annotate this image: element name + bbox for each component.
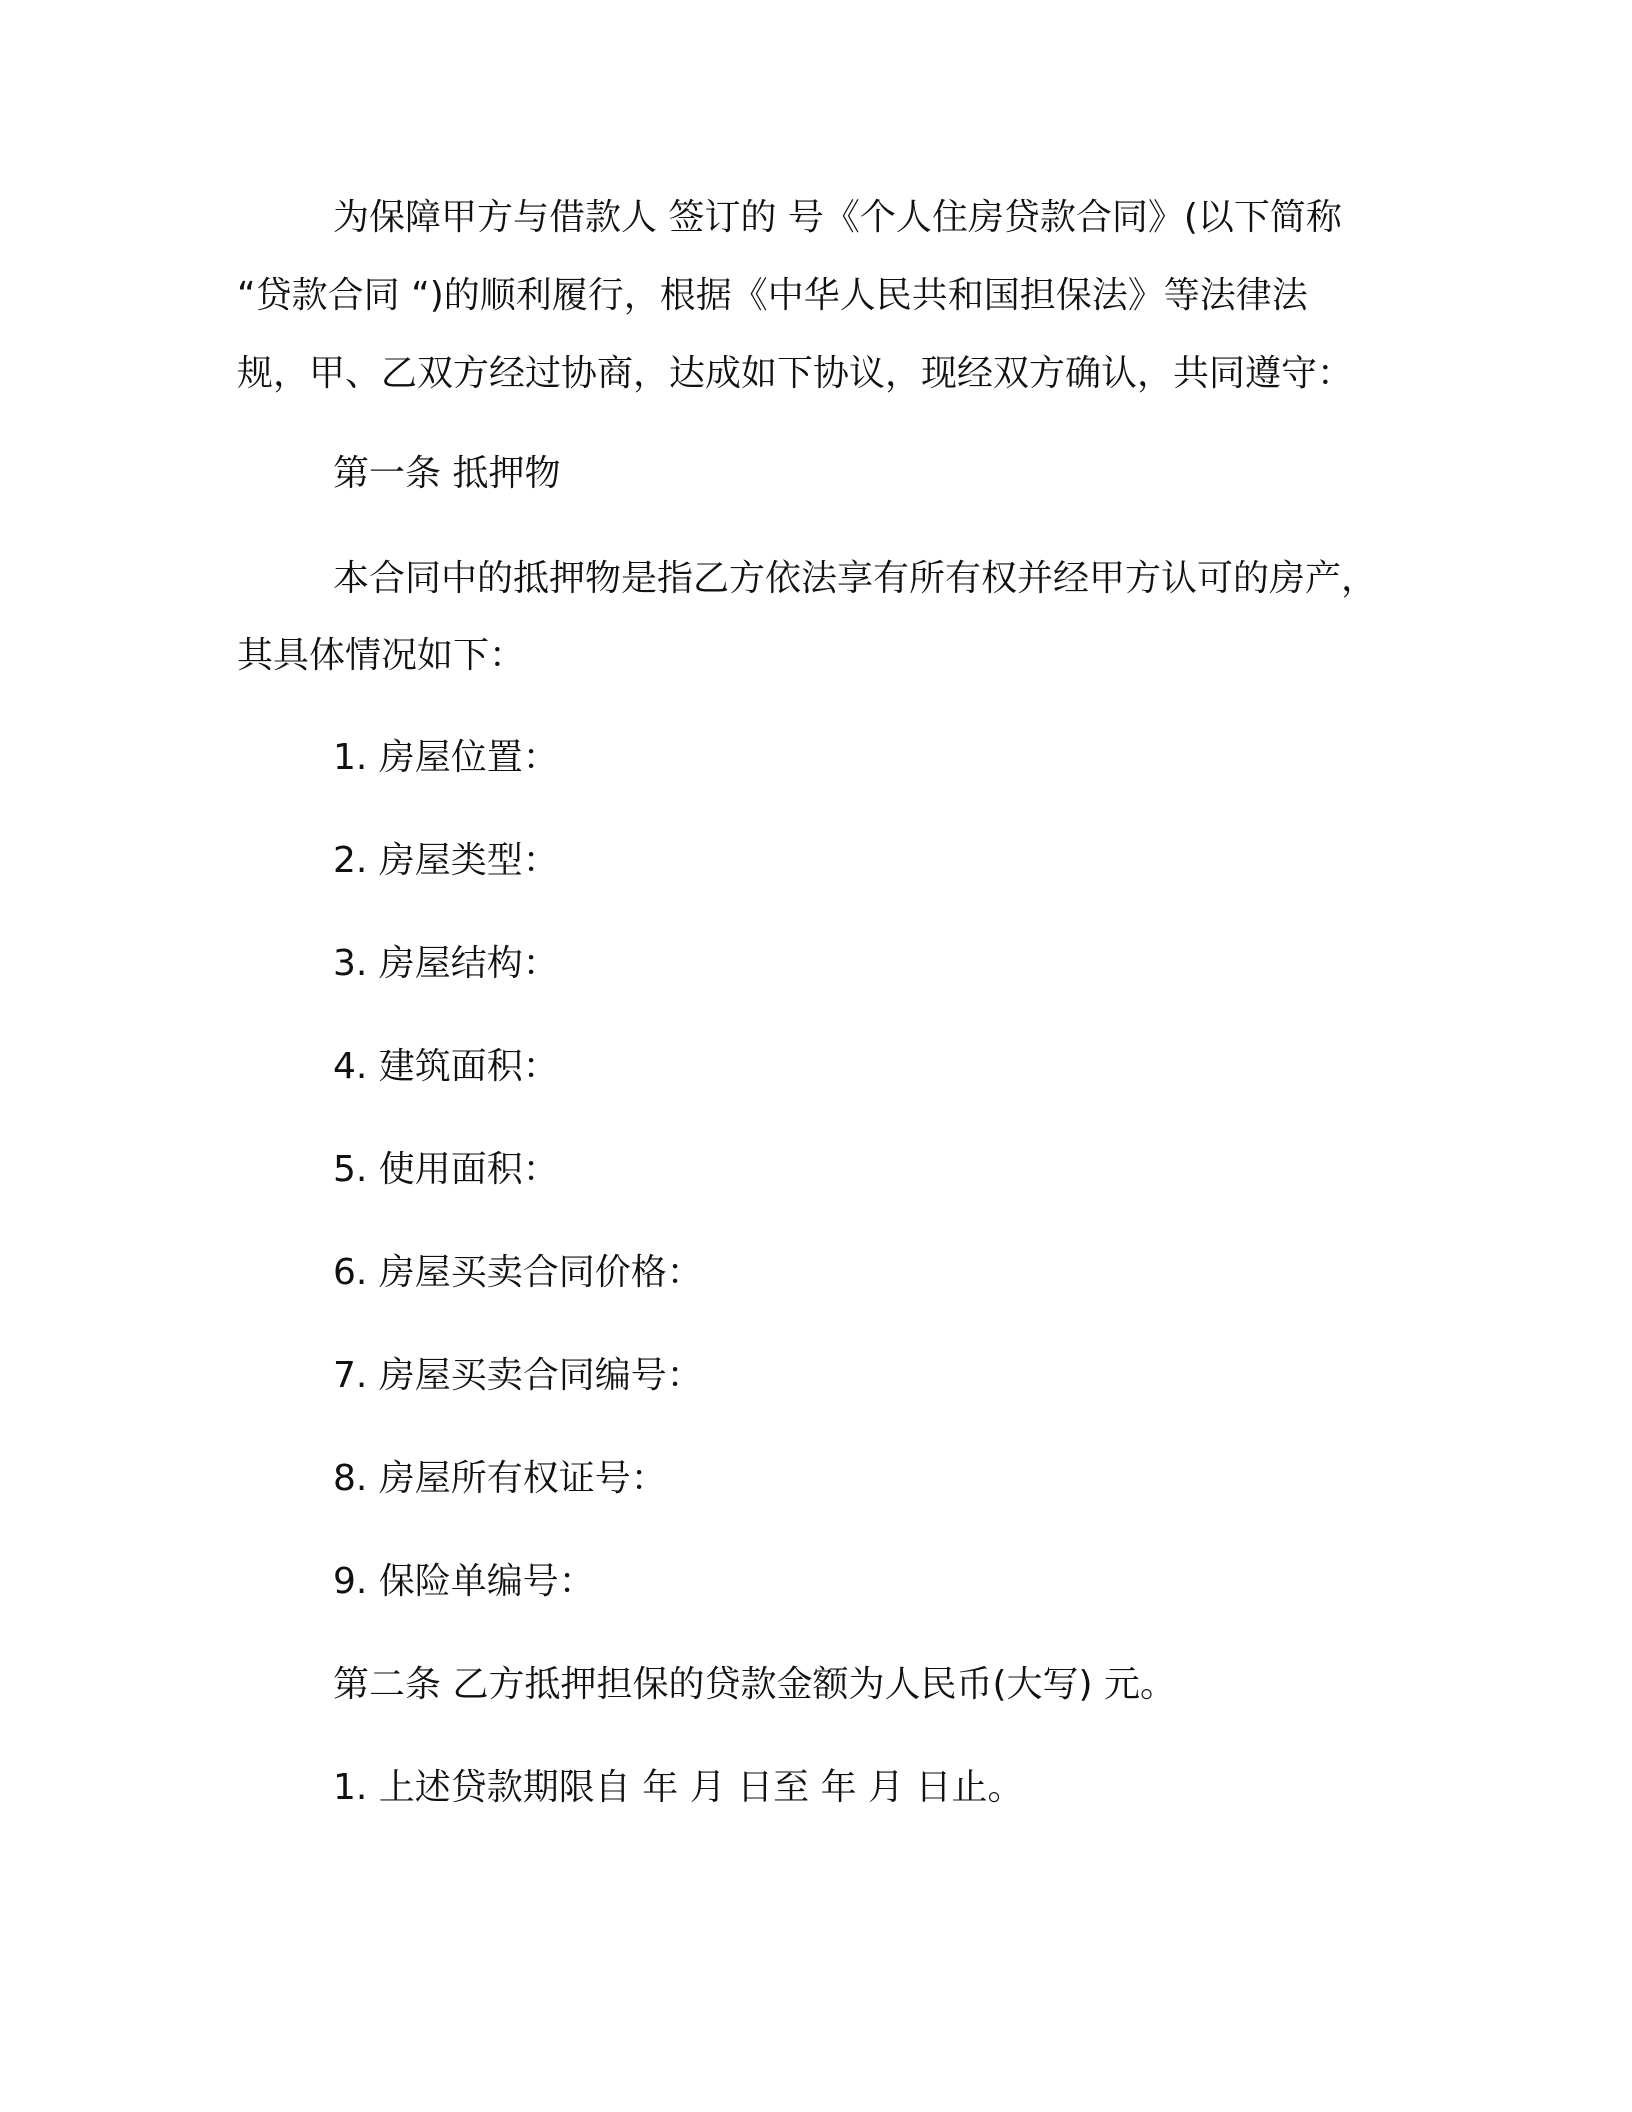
- article-1-desc-line-2: 其具体情况如下：: [237, 635, 526, 676]
- list-item: 5. 使用面积：: [333, 1149, 559, 1190]
- article-2-item-1: 1. 上述贷款期限自 年 月 日至 年 月 日止。: [333, 1767, 1024, 1808]
- article-1-heading: 第一条 抵押物: [333, 453, 561, 494]
- list-item: 8. 房屋所有权证号：: [333, 1458, 667, 1499]
- intro-line-1: 为保障甲方与借款人 签订的 号《个人住房贷款合同》(以下简称: [333, 197, 1342, 238]
- list-item: 4. 建筑面积：: [333, 1046, 559, 1087]
- list-item: 1. 房屋位置：: [333, 737, 559, 778]
- intro-line-3: 规，甲、乙双方经过协商，达成如下协议，现经双方确认，共同遵守：: [237, 353, 1354, 394]
- list-item: 2. 房屋类型：: [333, 840, 559, 881]
- intro-line-2: “贷款合同 “)的顺利履行，根据《中华人民共和国担保法》等法律法: [237, 275, 1308, 316]
- list-item: 3. 房屋结构：: [333, 943, 559, 984]
- list-item: 6. 房屋买卖合同价格：: [333, 1252, 703, 1293]
- list-item: 9. 保险单编号：: [333, 1561, 595, 1602]
- article-1-desc-line-1: 本合同中的抵押物是指乙方依法享有所有权并经甲方认可的房产，: [333, 558, 1378, 599]
- list-item: 7. 房屋买卖合同编号：: [333, 1355, 703, 1396]
- article-2-heading: 第二条 乙方抵押担保的贷款金额为人民币(大写) 元。: [333, 1664, 1176, 1705]
